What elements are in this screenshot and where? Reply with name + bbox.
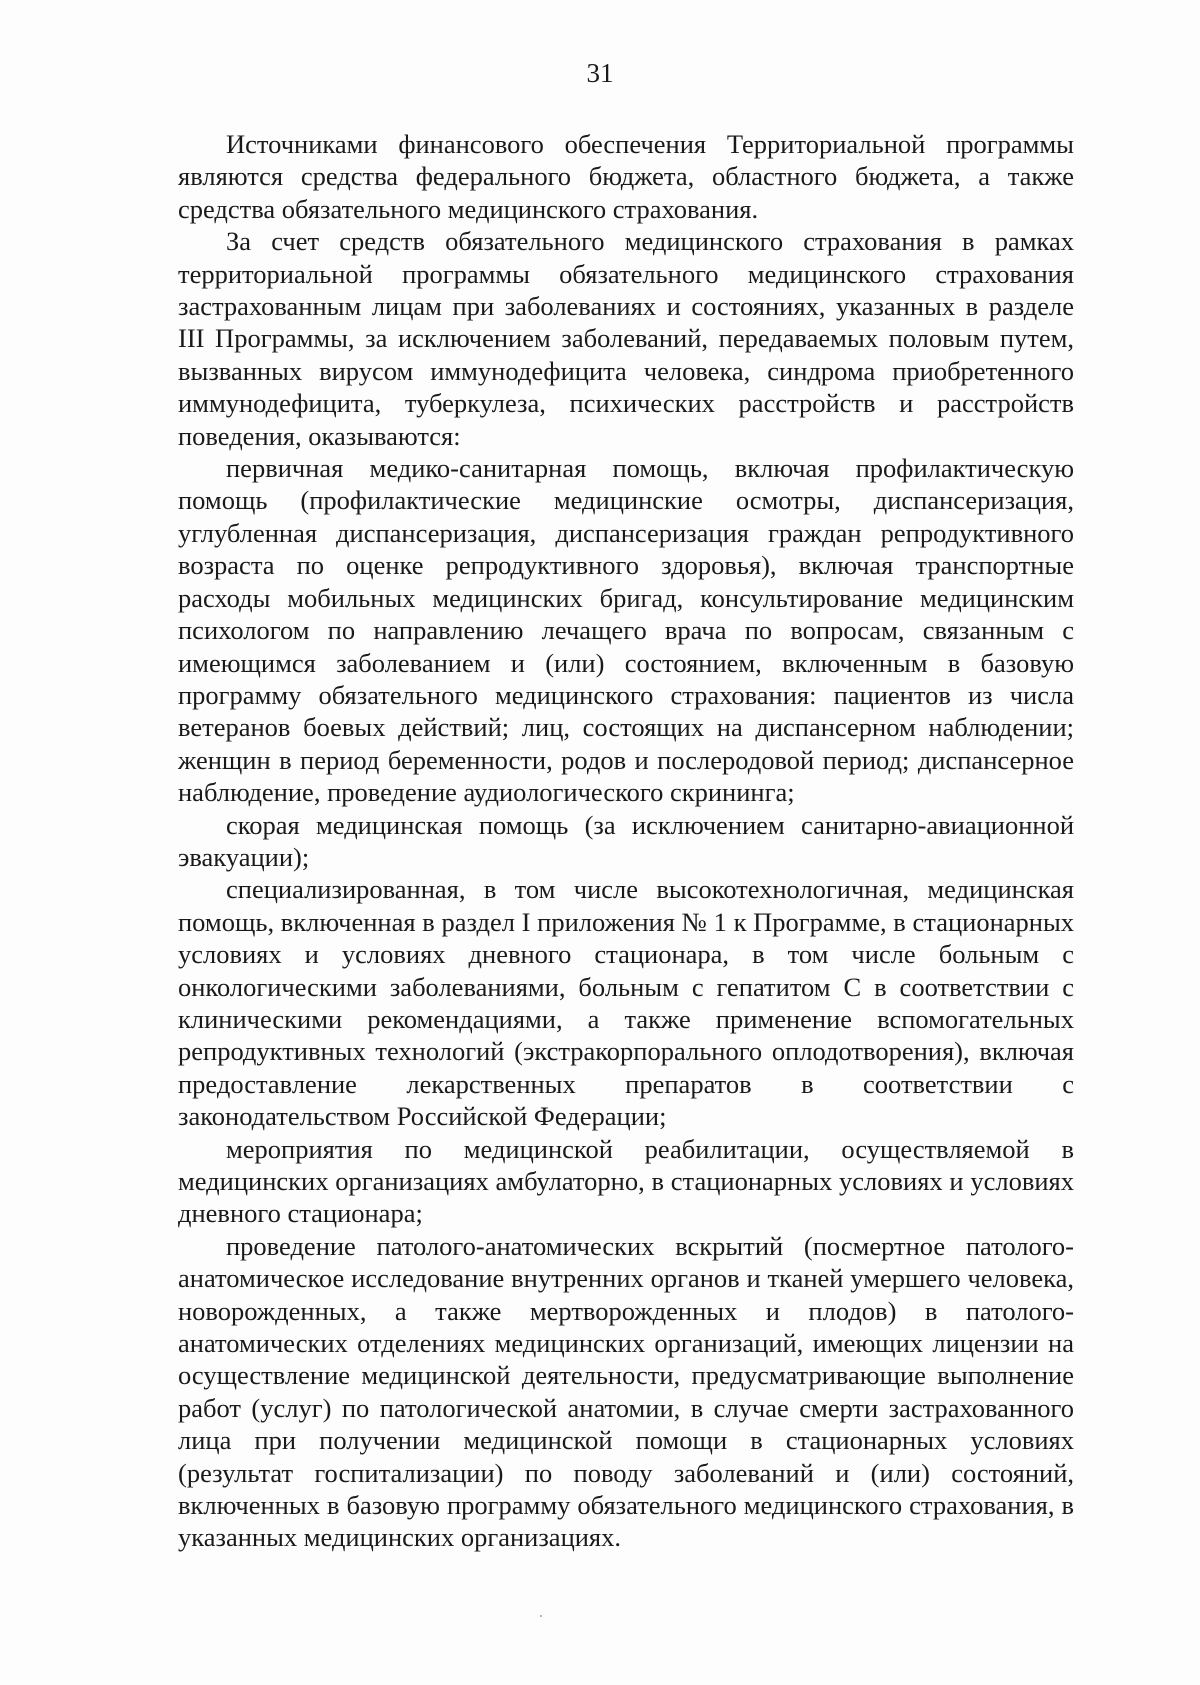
paragraph-oms-scope: За счет средств обязательного медицинского страхования в рамках территориальной программы обязательного медицинского страхования застрахованным лицам при заболеваниях и состояниях, указанных в разделе III Программы, за исключением заболеваний, передаваемых половым путем, вызванных вирусом иммунодефицита человека, синдрома приобретенного иммунодефицита, туберкулеза, психических расстройств и расстройств поведения, оказываются: bbox=[178, 226, 1074, 451]
paragraph-funding-sources: Источниками финансового обеспечения Территориальной программы являются средства федерального бюджета, областного бюджета, а также средства обязательного медицинского страхования. bbox=[178, 129, 1074, 224]
scan-speck bbox=[540, 1615, 542, 1617]
paragraph-emergency-care: скорая медицинская помощь (за исключением санитарно-авиационной эвакуации); bbox=[178, 809, 1074, 872]
document-body bbox=[178, 128, 1074, 1554]
paragraph-rehabilitation: мероприятия по медицинской реабилитации, осуществляемой в медицинских организациях амбулаторно, в стационарных условиях и условиях дневного стационара; bbox=[178, 1133, 1074, 1229]
paragraph-autopsies: проведение патолого-анатомических вскрытий (посмертное патолого-анатомическое исследование внутренних органов и тканей умершего человека, новорожденных, а также мертворожденных и плодов) в патолого-анатомических отделениях медицинских организаций, имеющих лицензии на осуществление медицинской деятельности, предусматривающие выполнение работ (услуг) по патологической анатомии, в случае смерти застрахованного лица при получении медицинской помощи в стационарных условиях (результат госпитализации) по поводу заболеваний и (или) состояний, включенных в базовую программу обязательного медицинского страхования, в указанных медицинских организациях. bbox=[178, 1230, 1074, 1553]
page-number: 31 bbox=[586, 58, 614, 88]
paragraph-specialized-care: специализированная, в том числе высокотехнологичная, медицинская помощь, включенная в раздел I приложения № 1 к Программе, в стационарных условиях и условиях дневного стационара, в том числе больным с онкологическими заболеваниями, больным с гепатитом С в соответствии с клиническими рекомендациями, а также применение вспомогательных репродуктивных технологий (экстракорпорального оплодотворения), включая предоставление лекарственных препаратов в соответствии с законодательством Российской Федерации; bbox=[178, 874, 1074, 1132]
paragraph-primary-care: первичная медико-санитарная помощь, включая профилактическую помощь (профилактические медицинские осмотры, диспансеризация, углубленная диспансеризация, диспансеризация граждан репродуктивного возраста по оценке репродуктивного здоровья), включая транспортные расходы мобильных медицинских бригад, консультирование медицинским психологом по направлению лечащего врача по вопросам, связанным с имеющимся заболеванием и (или) состоянием, включенным в базовую программу обязательного медицинского страхования: пациентов из числа ветеранов боевых действий; лиц, состоящих на диспансерном наблюдении; женщин в период беременности, родов и послеродовой период; диспансерное наблюдение, проведение аудиологического скрининга; bbox=[178, 453, 1074, 808]
